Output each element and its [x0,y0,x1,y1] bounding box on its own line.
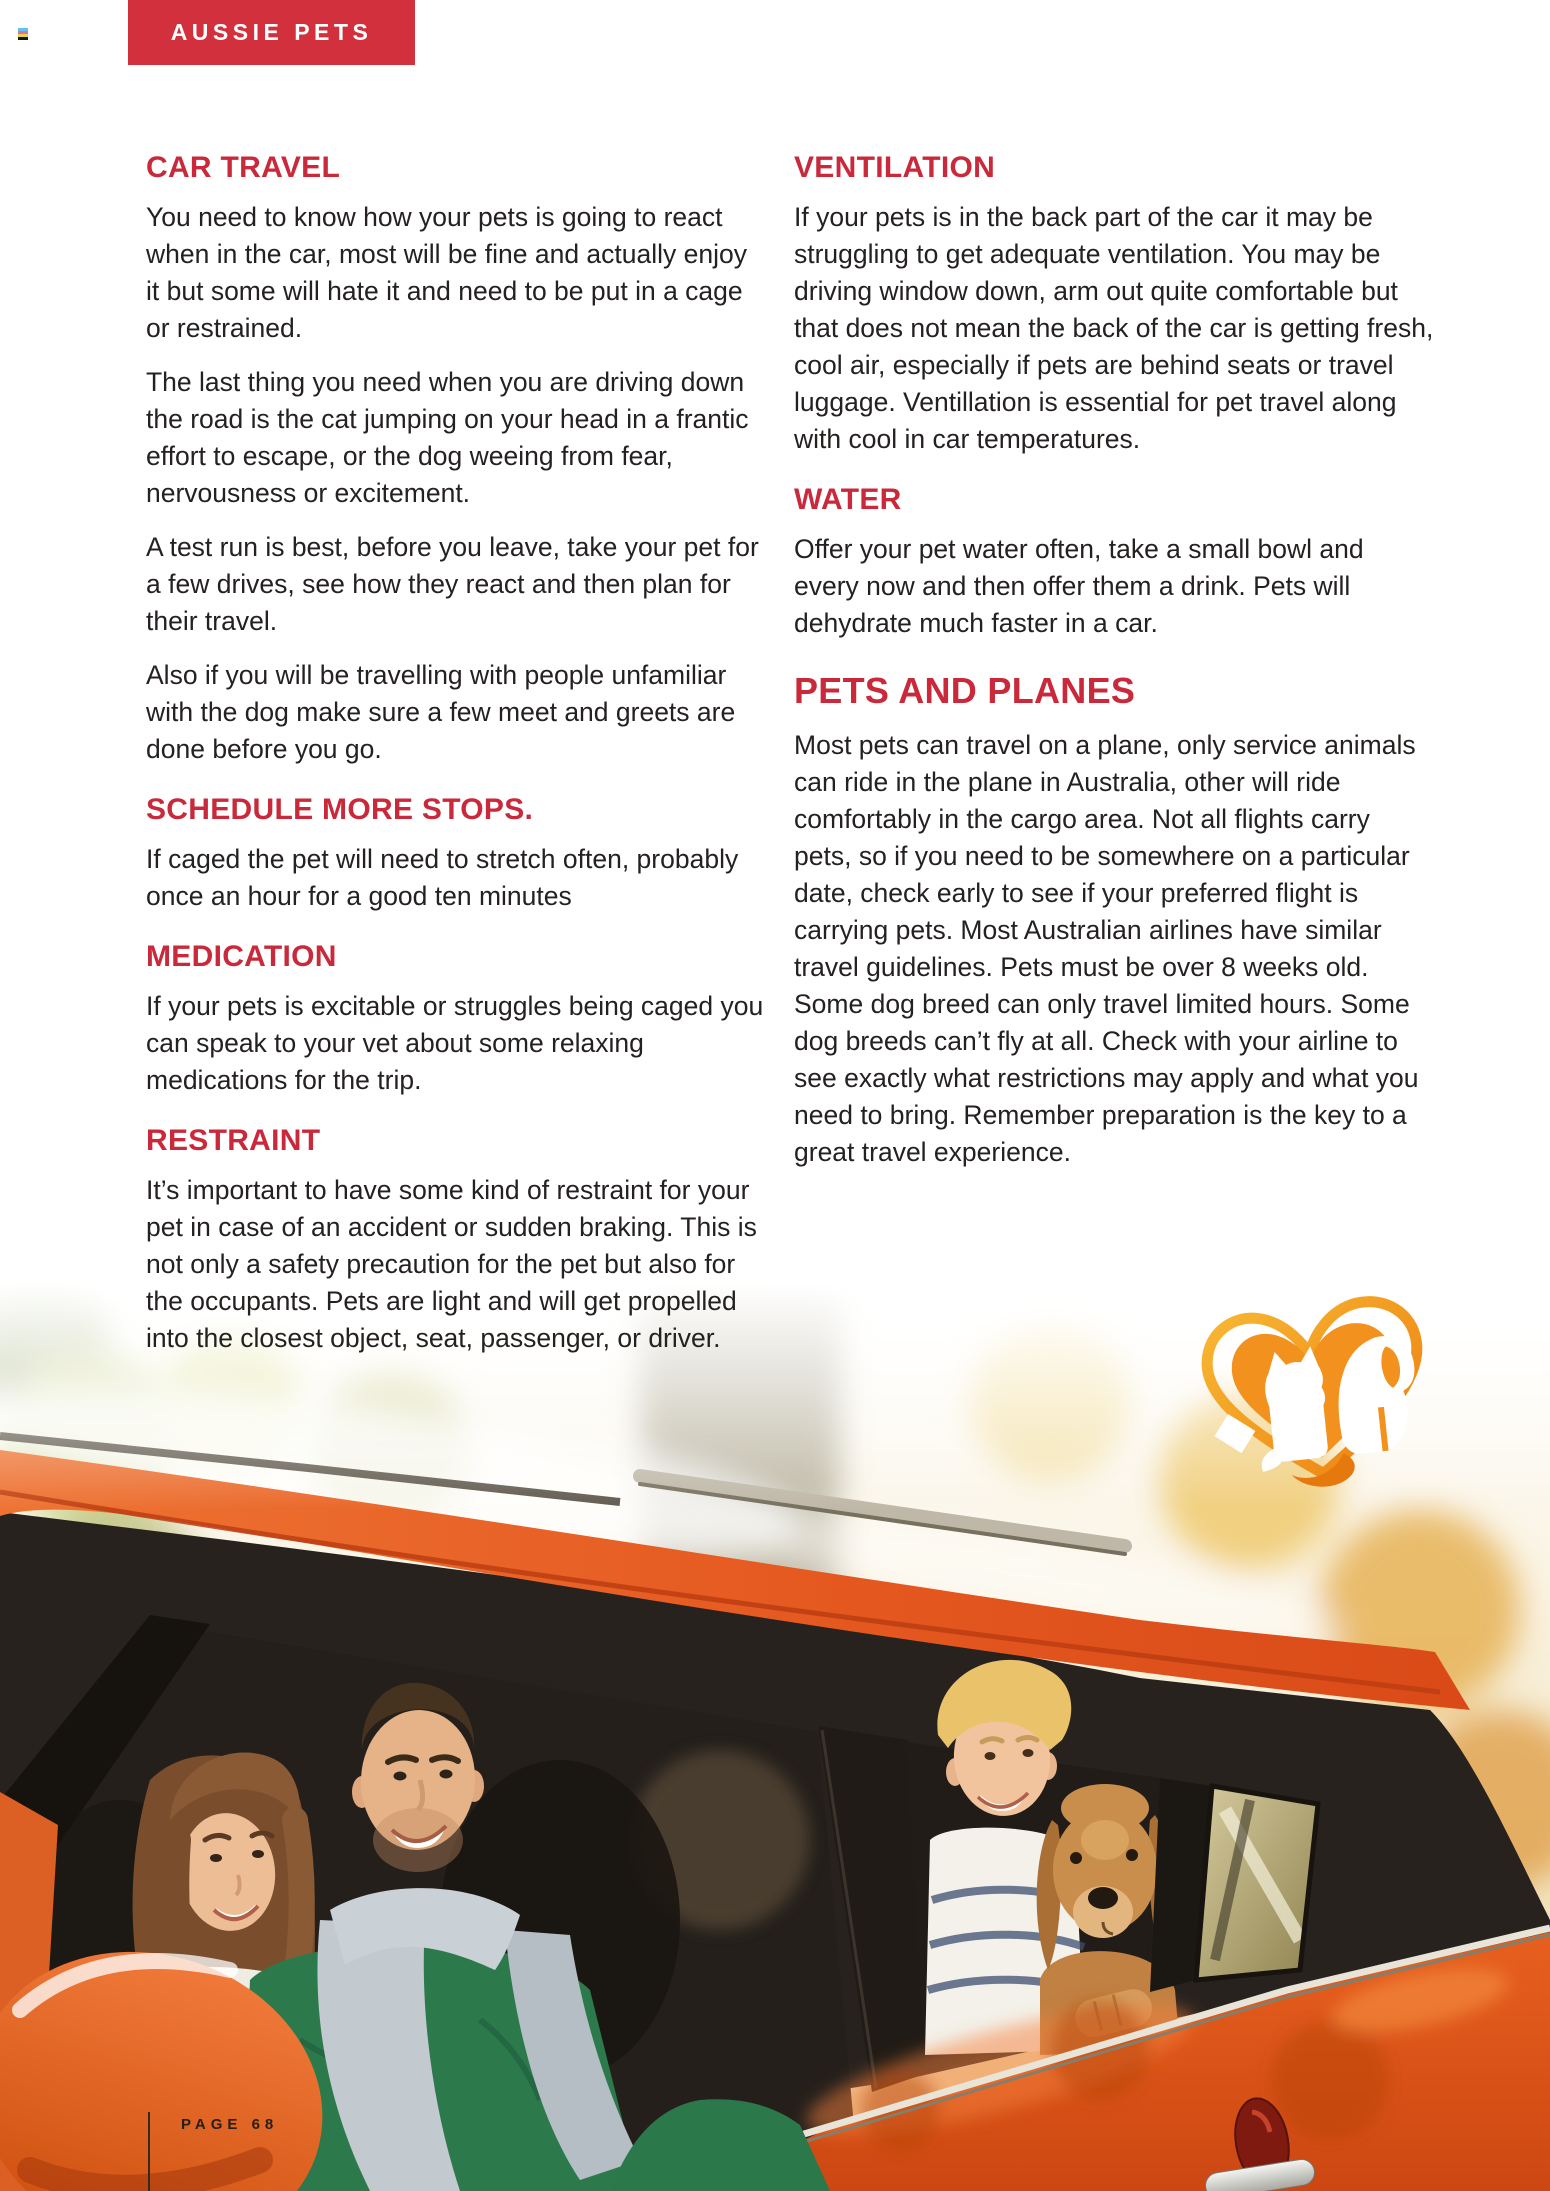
body-paragraph: Offer your pet water often, take a small bowl and every now and then offer them a drink. Pets will dehydrate much faster in a car. [794,534,1364,638]
body-paragraph: The last thing you need when you are driving down the road is the cat jumping on your head in a frantic effort to escape, or the dog weeing from fear, nervousness or excitement. [146,367,749,508]
right-column [794,150,1434,1374]
body-paragraph: A test run is best, before you leave, take your pet for a few drives, see how they react and then plan for their travel. [146,532,759,636]
body-paragraph: Most pets can travel on a plane, only service animals can ride in the plane in Australia, other will ride comfortably in the cargo area. Not all flights carry pets, so if you need to be somewhere on a particular date, check early to see if your preferred flight is carrying pets. Most Australian airlines have similar travel guidelines. Pets must be over 8 weeks old. Some dog breed can only travel limited hours. Some dog breeds can’t fly at all. Check with your airline to see exactly what restrictions may apply and what you need to bring. Remember preparation is the key to a great travel experience. [794,730,1419,1167]
section-heading-water: WATER [794,483,902,516]
left-column [146,150,766,1374]
body-paragraph: If your pets is excitable or struggles being caged you can speak to your vet about some relaxing medications for the trip. [146,991,764,1095]
section-heading-restraint: RESTRAINT [146,1124,321,1157]
quarter-window [1196,1786,1318,1980]
page-number: PAGE 68 [181,2116,279,2133]
section-heading-car-travel: CAR TRAVEL [146,151,341,184]
body-paragraph: You need to know how your pets is going to react when in the car, most will be fine and actually enjoy it but some will hate it and need to be put in a cage or restrained. [146,202,747,343]
article-columns [146,150,1434,1374]
issue-badge: AUSSIE PETS [128,0,415,65]
section-heading-ventilation: VENTILATION [794,151,996,184]
body-paragraph: It’s important to have some kind of restraint for your pet in case of an accident or sudden braking. This is not only a safety precaution for the pet but also for the occupants. Pets are light and will get propelled into the closest object, seat, passenger, or driver. [146,1175,757,1353]
footer-rule [148,2112,150,2191]
body-paragraph: Also if you will be travelling with people unfamiliar with the dog make sure a few meet and greets are done before you go. [146,660,736,764]
body-paragraph: If your pets is in the back part of the car it may be struggling to get adequate ventilation. You may be driving window down, arm out quite comfortable but that does not mean the back of the car is getting fresh, cool air, especially if pets are behind seats or travel luggage. Ventillation is essential for pet travel along with cool in car temperatures. [794,202,1434,454]
print-registration-mark [18,28,28,40]
body-paragraph: If caged the pet will need to stretch often, probably once an hour for a good ten minutes [146,844,739,911]
outline-gap [1291,1297,1319,1322]
pets-heart-logo [1185,1292,1445,1497]
section-heading-schedule-more-stops: SCHEDULE MORE STOPS. [146,793,534,826]
section-heading-medication: MEDICATION [146,940,337,973]
section-heading-pets-and-planes: PETS AND PLANES [794,670,1136,711]
reg-black-stripe [18,37,28,40]
